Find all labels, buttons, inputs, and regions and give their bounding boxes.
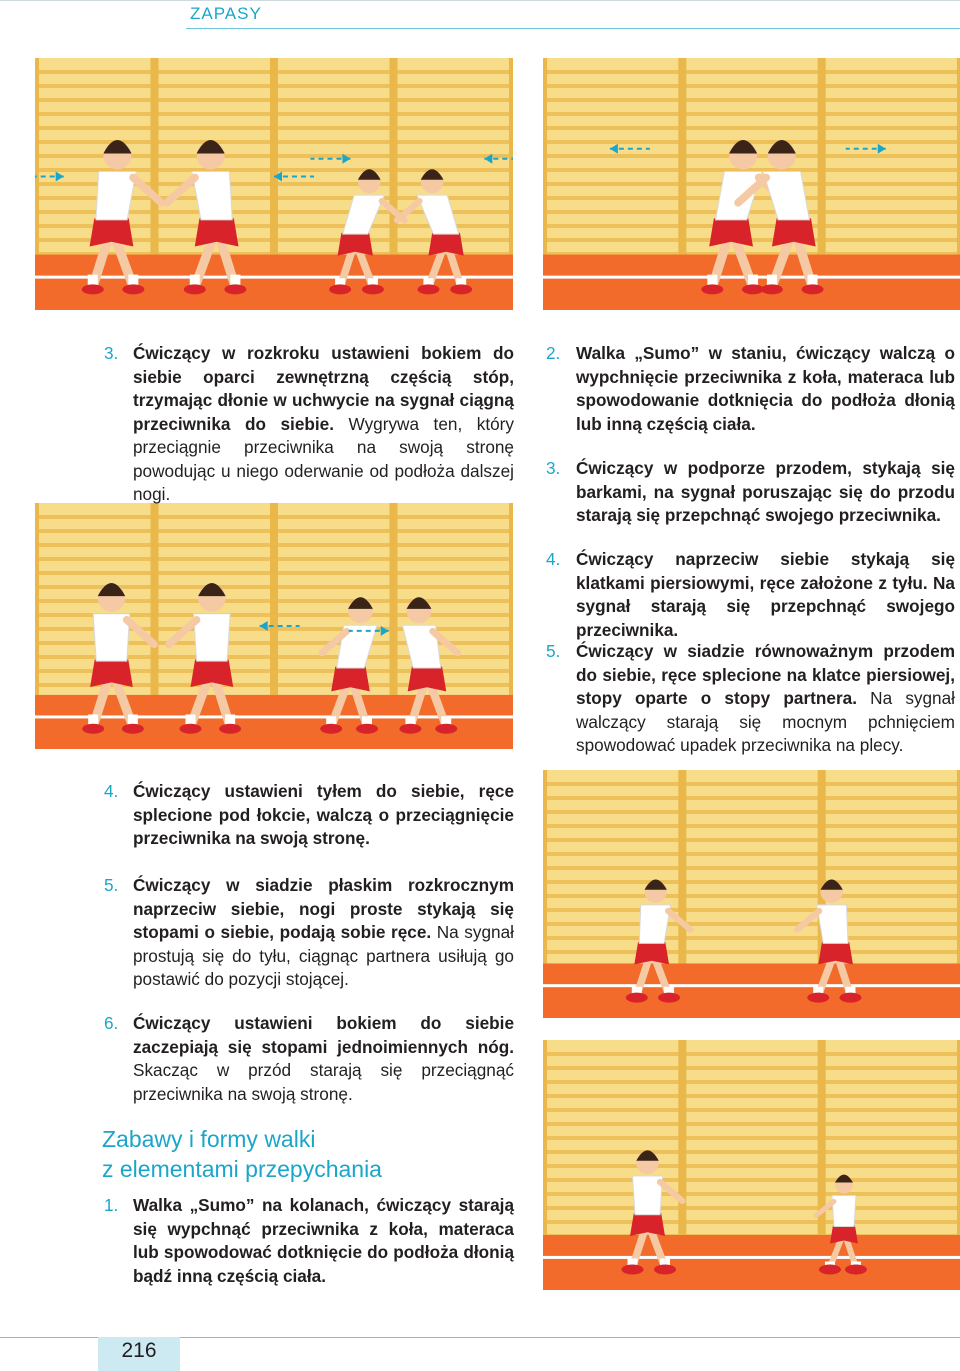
item-bold-text: Ćwiczący w siadzie płaskim rozkrocznym naprzeciw siebie, nogi proste stykają się stopami o siebie, podają sobie ręce. <box>133 875 514 942</box>
item-bold-text: Walka „Sumo” w staniu, ćwiczący walczą o wypchnięcie przeciwnika z koła, materaca lub spowodowanie dotknięcia do podłoża dłonią lub inną częścią ciała. <box>576 343 955 434</box>
item-bold-text: Ćwiczący ustawieni bokiem do siebie zaczepiają się stopami jednoimiennych nóg. <box>133 1013 514 1057</box>
list-item <box>546 640 955 758</box>
item-bold-text: Ćwiczący w rozkroku ustawieni bokiem do siebie oparci zewnętrzną częścią stóp, trzymając dłonie w uchwycie na sygnał ciągną przeciwnika do siebie. <box>133 343 514 434</box>
section-title-line-2: z elementami przepychania <box>102 1156 382 1182</box>
illustration-pulling-side <box>35 58 513 310</box>
page-number: 216 <box>121 1339 157 1362</box>
item-number: 6. <box>104 1013 119 1033</box>
illustration-sitting-push <box>543 770 960 1018</box>
gym-floor <box>543 963 960 1018</box>
top-border <box>0 0 960 1</box>
item-number: 1. <box>104 1195 119 1215</box>
item-bold-text: Walka „Sumo” na kolanach, ćwiczący starają się wypchnąć przeciwnika z koła, materaca lub spowodować dotknięcie do podłoża dłonią bądź inną częścią ciała. <box>133 1195 514 1286</box>
item-regular-text: Skacząc w przód starają się przeciągnąć przeciwnika na swoją stronę. <box>133 1060 514 1104</box>
item-number: 4. <box>546 549 561 569</box>
section-header: ZAPASY <box>190 4 262 23</box>
item-number: 5. <box>546 641 561 661</box>
list-item <box>546 548 955 642</box>
section-title-line-1: Zabawy i formy walki <box>102 1126 316 1152</box>
item-regular-text: Wygrywa ten, który przeciągnie przeciwnika na swoją stronę powodując u niego oderwanie od podłoża dalszej nogi. <box>133 413 514 504</box>
item-number: 3. <box>546 458 561 478</box>
item-bold-text: Ćwiczący ustawieni tyłem do siebie, ręce splecione pod łokcie, walczą o przeciągnięcie przeciwnika na swoją stronę. <box>133 781 514 848</box>
item-number: 3. <box>104 343 119 363</box>
item-number: 4. <box>104 781 119 801</box>
item-regular-text: Na sygnał prostują się do tyłu, ciągnąc partnera usiłują go postawić do pozycji stojącej. <box>133 922 514 989</box>
list-item <box>546 342 955 436</box>
list-item <box>104 874 514 992</box>
list-item <box>104 780 514 851</box>
item-bold-text: Ćwiczący naprzeciw siebie stykają się klatkami piersiowymi, ręce założone z tyłu. Na sygnał starają się przepchnąć swojego przeciwnika. <box>576 549 955 640</box>
list-item <box>104 1012 514 1106</box>
illustration-sitting-fall <box>543 1040 960 1290</box>
illustration-sumo-kneeling <box>543 58 960 310</box>
item-regular-text: Na sygnał walczący starają się mocnym pchnięciem spowodować upadek przeciwnika na plecy. <box>576 688 955 755</box>
illustration-back-pull <box>35 503 513 749</box>
item-number: 5. <box>104 875 119 895</box>
item-bold-text: Ćwiczący w podporze przodem, stykają się barkami, na sygnał poruszając się do przodu starają się przepchnąć swojego przeciwnika. <box>576 458 955 525</box>
gym-floor <box>543 1235 960 1290</box>
list-item <box>104 342 514 507</box>
section-title <box>102 1124 522 1184</box>
item-bold-text: Ćwiczący w siadzie równoważnym przodem do siebie, ręce splecione na klatce piersiowej, stopy oparte o stopy partnera. <box>576 641 955 708</box>
item-number: 2. <box>546 343 561 363</box>
list-item <box>546 457 955 528</box>
header-rule <box>186 28 960 29</box>
list-item <box>104 1194 514 1288</box>
